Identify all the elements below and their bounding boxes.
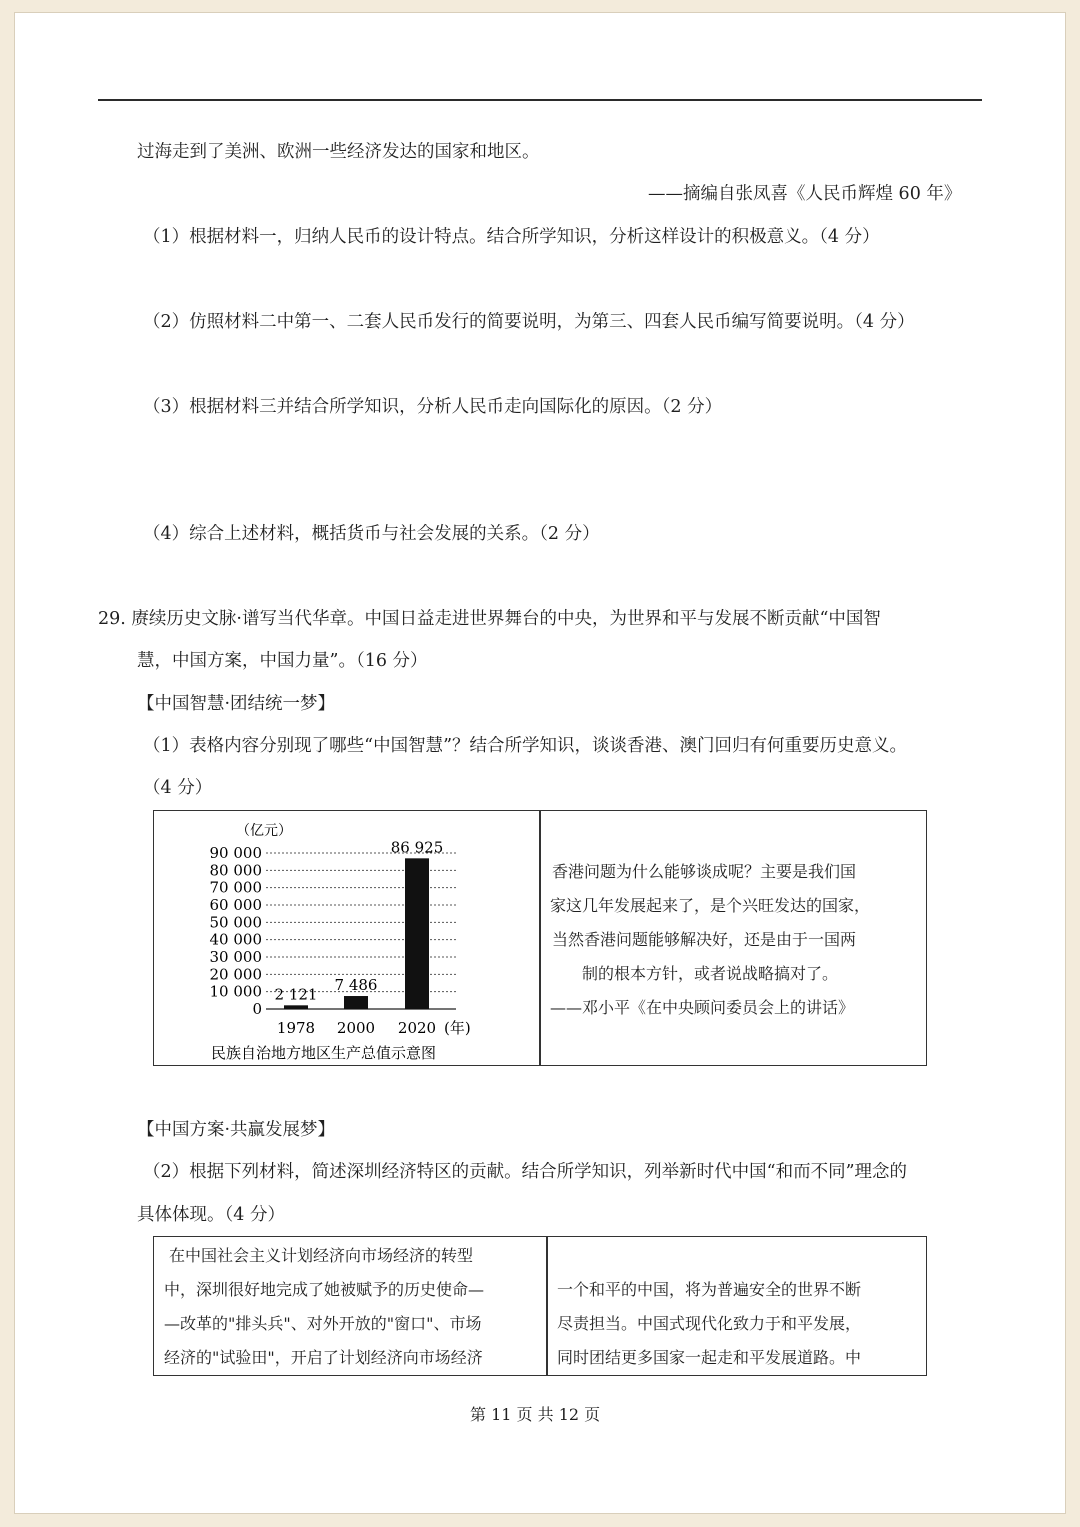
y-tick-label: 80 000 xyxy=(209,861,262,880)
text-line-continuation: 过海走到了美洲、欧洲一些经济发达的国家和地区。 xyxy=(137,142,540,162)
quote-line: 同时团结更多国家一起走和平发展道路。中 xyxy=(557,1348,862,1367)
bar-value-label: 7 486 xyxy=(334,976,378,995)
question-1: （1）根据材料一，归纳人民币的设计特点。结合所学知识，分析这样设计的积极意义。（4 分） xyxy=(143,227,880,247)
material-table-1 xyxy=(153,810,927,1066)
quote-line: 制的根本方针，或者说战略搞对了。 xyxy=(582,964,839,983)
y-tick-label: 70 000 xyxy=(209,878,262,897)
question-3: （3）根据材料三并结合所学知识，分析人民币走向国际化的原因。（2 分） xyxy=(143,397,723,417)
quote-line: 尽责担当。中国式现代化致力于和平发展， xyxy=(557,1314,862,1333)
bar-value-label: 86 925 xyxy=(390,838,444,857)
quote-line: 家这几年发展起来了，是个兴旺发达的国家， xyxy=(550,896,871,915)
table-divider xyxy=(539,811,541,1065)
quote-line: 香港问题为什么能够谈成呢？主要是我们国 xyxy=(552,862,857,881)
question-4: （4）综合上述材料，概括货币与社会发展的关系。（2 分） xyxy=(143,524,600,544)
bar-2020 xyxy=(405,858,429,1009)
quote-line: 在中国社会主义计划经济向市场经济的转型 xyxy=(169,1246,474,1265)
material-table-2 xyxy=(153,1236,927,1376)
y-tick-label: 90 000 xyxy=(209,844,262,862)
question-29-line1: 29. 赓续历史文脉·谱写当代华章。中国日益走进世界舞台的中央，为世界和平与发展不断贡献“中国智 xyxy=(98,609,881,629)
section-heading-plan: 【中国方案·共赢发展梦】 xyxy=(137,1120,336,1140)
subquestion-2-line2: 具体体现。（4 分） xyxy=(137,1205,285,1225)
section-heading-wisdom: 【中国智慧·团结统一梦】 xyxy=(137,694,336,714)
y-tick-label: 50 000 xyxy=(209,913,262,932)
quote-source: ——邓小平《在中央顾问委员会上的讲话》 xyxy=(550,998,855,1017)
y-tick-label: 60 000 xyxy=(209,896,262,914)
y-tick-label: 10 000 xyxy=(209,982,262,1001)
x-tick-label: 1978 xyxy=(276,1019,316,1037)
subquestion-1-score: （4 分） xyxy=(143,778,213,798)
quote-line: 当然香港问题能够解决好，还是由于一国两 xyxy=(552,930,857,949)
chart-x-unit: (年) xyxy=(444,1019,471,1037)
quote-line: 经济的"试验田"，开启了计划经济向市场经济 xyxy=(164,1348,483,1367)
x-tick-label: 2000 xyxy=(336,1019,376,1037)
quote-line: 一个和平的中国，将为普遍安全的世界不断 xyxy=(557,1280,862,1299)
page-footer: 第 11 页 共 12 页 xyxy=(470,1405,601,1424)
quote-line: 中，深圳很好地完成了她被赋予的历史使命— xyxy=(164,1280,485,1299)
bar-1978 xyxy=(284,1005,308,1009)
chart-caption: 民族自治地方地区生产总值示意图 xyxy=(211,1044,437,1062)
chart-unit-label: （亿元） xyxy=(236,823,292,839)
bar-value-label: 2 121 xyxy=(274,985,318,1004)
gdp-bar-chart xyxy=(156,813,536,1063)
x-tick-label: 2020 xyxy=(397,1019,437,1037)
y-tick-label: 30 000 xyxy=(209,948,262,966)
y-tick-label: 20 000 xyxy=(209,965,262,984)
table-divider xyxy=(546,1237,548,1375)
subquestion-1: （1）表格内容分别现了哪些“中国智慧”？结合所学知识，谈谈香港、澳门回归有何重要历史意义。 xyxy=(143,736,908,756)
quote-line: —改革的"排头兵"、对外开放的"窗口"、市场 xyxy=(164,1314,482,1333)
y-tick-label: 0 xyxy=(252,1000,262,1018)
source-citation: ——摘编自张凤喜《人民币辉煌 60 年》 xyxy=(648,184,962,204)
header-rule xyxy=(98,99,982,101)
question-29-line2: 慧，中国方案，中国力量”。（16 分） xyxy=(137,651,428,671)
subquestion-2-line1: （2）根据下列材料，简述深圳经济特区的贡献。结合所学知识，列举新时代中国“和而不同”理念的 xyxy=(143,1162,908,1182)
y-tick-label: 40 000 xyxy=(209,930,262,949)
bar-2000 xyxy=(344,996,368,1009)
question-2: （2）仿照材料二中第一、二套人民币发行的简要说明，为第三、四套人民币编写简要说明。（4 分） xyxy=(143,312,915,332)
